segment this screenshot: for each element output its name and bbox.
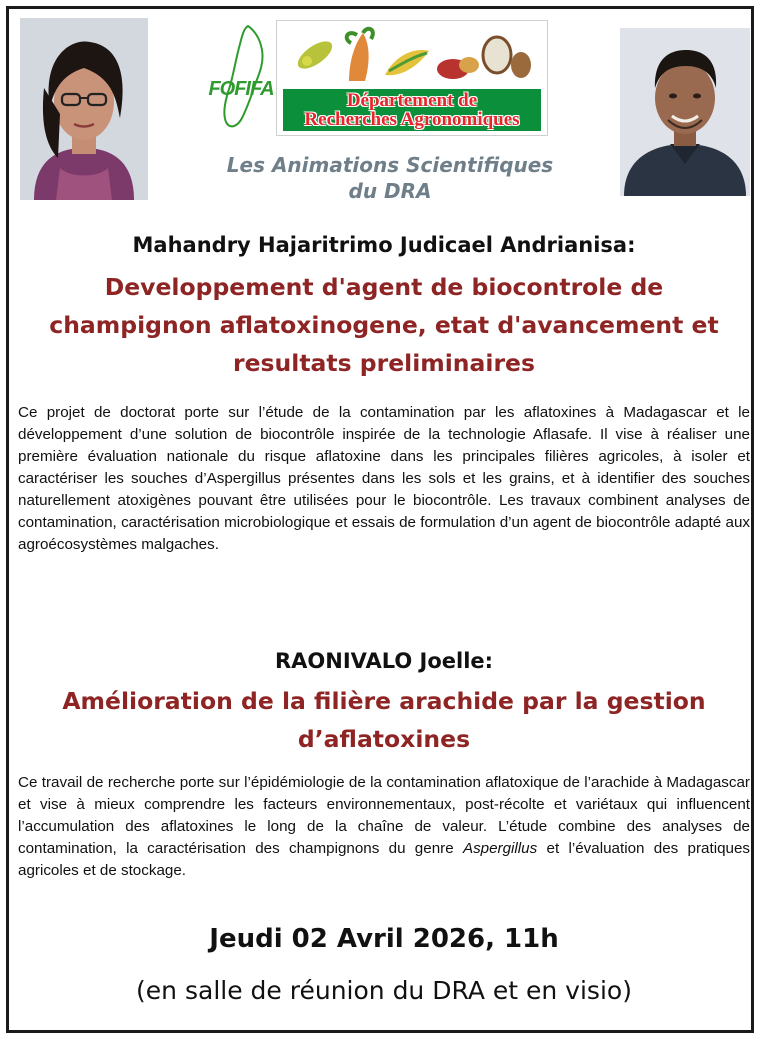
crops-illustration-icon [285,25,541,89]
talk2-abstract-part1: Ce travail de recherche porte sur l’épidémiologie de la contamination aflatoxique de l’arachide à Madagascar et vise à mieux comprendre les facteurs environnementaux, post-récolte et variétaux qui influencent l’accumulation des aflatoxines le long de la chaîne de valeur. L’étude combine des analyses de contamination, la caractérisation des champignons du genre [18,774,750,857]
talk1-title [10,268,758,382]
talk2-title-line1: Amélioration de la filière arachide par la gestion [62,687,706,715]
dra-banner [283,89,541,131]
speaker1-photo [20,18,148,200]
talk1-abstract: Ce projet de doctorat porte sur l’étude de la contamination par les aflatoxines à Madagascar et le développement d’une solution de biocontrôle inspirée de la technologie Aflasafe. Il vise à réaliser une première évaluation nationale du risque aflatoxine dans les principales filières agricoles, à isoler et caractériser les souches d’Aspergillus présentes dans les sols et les grains, et à identifier des souches naturellement atoxigènes pouvant être utilisées pour le biocontrôle. Les travaux combinent analyses de contamination, caractérisation microbiologique et essais de formulation d’un agent de biocontrôle adapté aux agroécosystèmes malgaches. [18,404,750,553]
series-title-line1: Les Animations Scientifiques [226,153,554,177]
series-title-line2: du DRA [348,179,432,203]
series-title [190,152,590,204]
dra-logo-line2: Recherches Agronomiques [304,109,520,130]
talk2-abstract-italic: Aspergillus [462,840,538,857]
event-date: Jeudi 02 Avril 2026, 11h [209,924,559,954]
fofifa-logo-text: FOFIFA [208,78,274,100]
fofifa-logo [208,22,274,134]
talk1-title-line3: resultats preliminaires [233,349,535,377]
speaker2-photo [620,28,750,196]
talk2-title-line2: d’aflatoxines [297,725,471,753]
talk2-abstract [18,772,750,882]
talk1-title-line2: champignon aflatoxinogene, etat d'avancement et [49,311,719,339]
talk1-speaker: Mahandry Hajaritrimo Judicael Andrianisa: [132,233,636,257]
dra-logo [276,20,548,136]
talk2-speaker: RAONIVALO Joelle: [274,649,494,673]
talk2-abstract-part2: et l’évaluation des pratiques agricoles et de stockage. [18,840,751,879]
event-location: (en salle de réunion du DRA et en visio) [136,976,632,1005]
dra-logo-line1: Département de [346,90,478,111]
talk2-title [10,682,758,758]
talk1-title-line1: Developpement d'agent de biocontrole de [104,273,664,301]
